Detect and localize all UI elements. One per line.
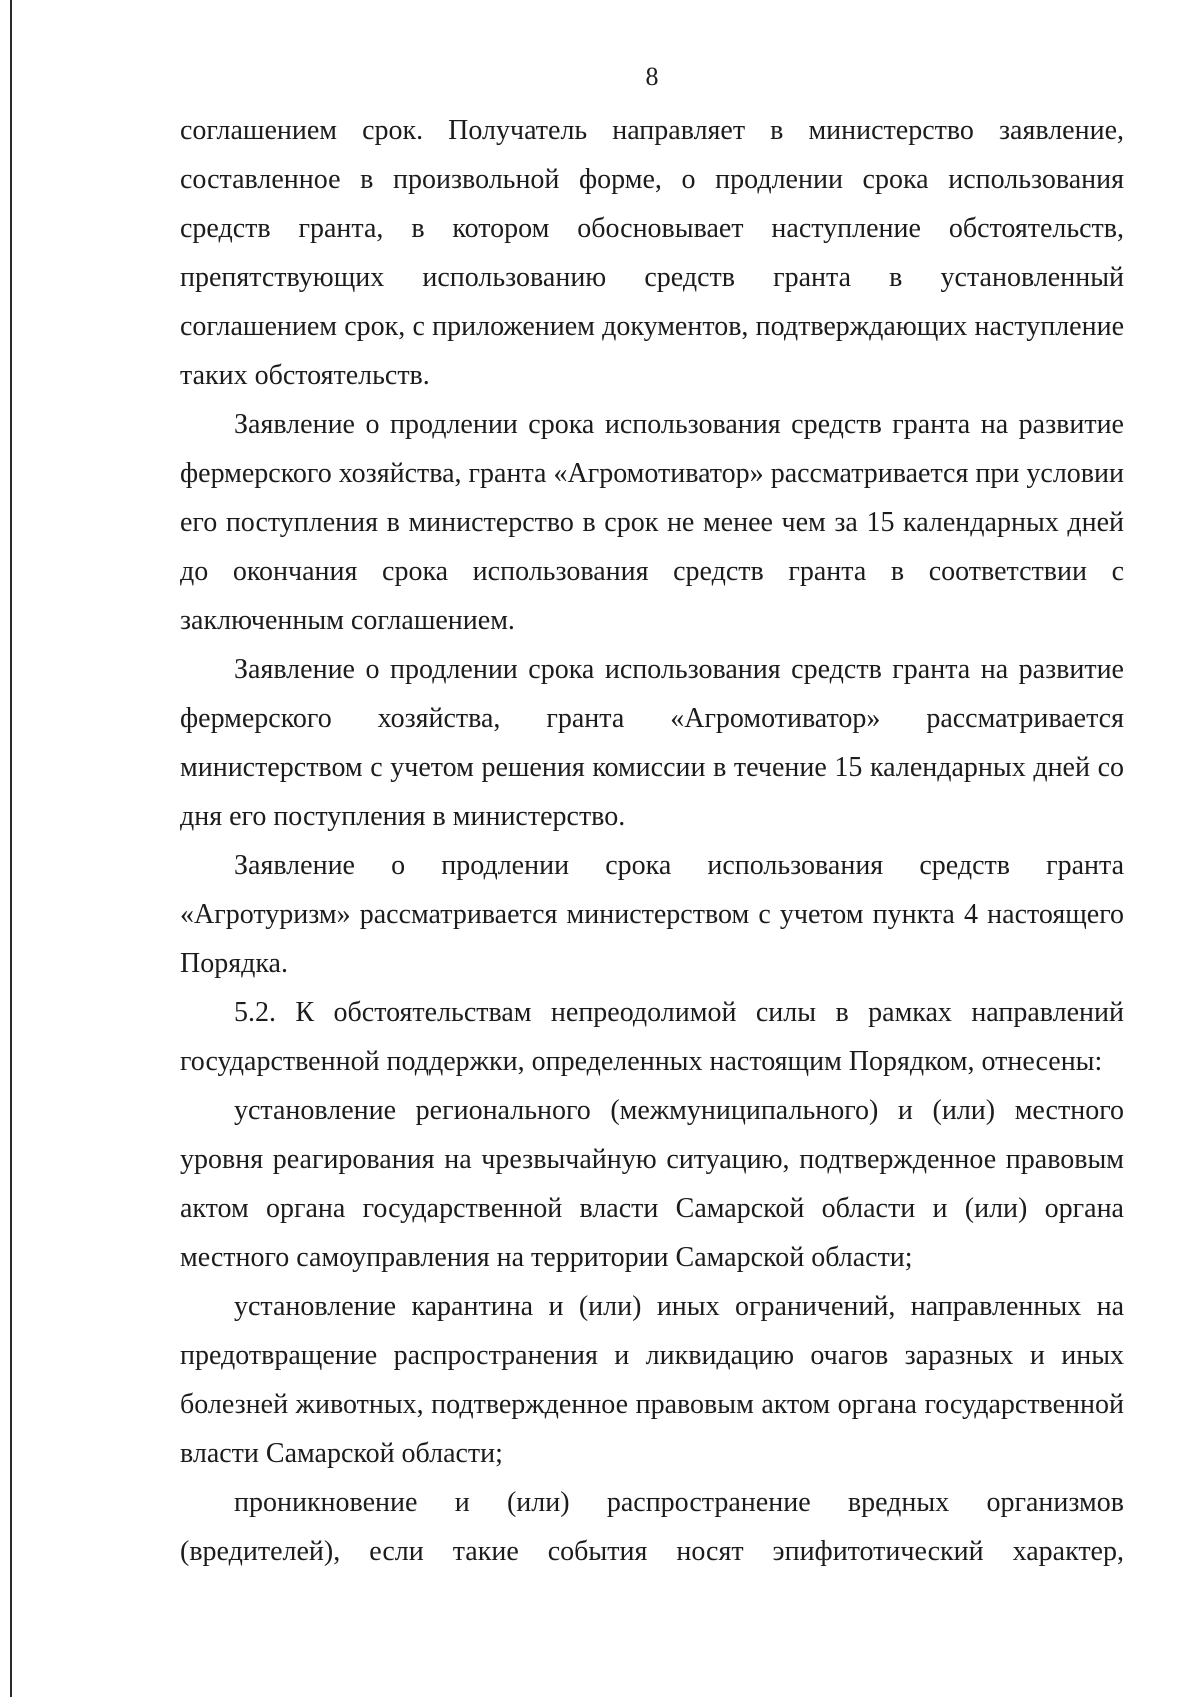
page-number: 8 — [645, 62, 659, 91]
document-page — [180, 60, 1124, 1576]
paragraph-continuation: соглашением срок. Получатель направляет в министерство заявление, составленное в произвольной форме, о продлении срока использования средств гранта, в котором обосновывает наступление обстоятельств, препятствующих использованию средств гранта в установленный соглашением срок, с приложением документов, подтверждающих наступление таких обстоятельств. — [180, 115, 1124, 391]
paragraph-extension-review-commission: Заявление о продлении срока использования средств гранта на развитие фермерского хозяйства, гранта «Агромотиватор» рассматривается министерством с учетом решения комиссии в течение 15 календарных дней со дня его поступления в министерство. — [180, 654, 1124, 832]
paragraph-agrotourism: Заявление о продлении срока использования средств гранта «Агротуризм» рассматривается министерством с учетом пункта 4 настоящего Порядка. — [180, 850, 1124, 979]
left-margin-rule — [10, 0, 12, 1697]
list-item-pests: проникновение и (или) распространение вредных организмов (вредителей), если такие события носят эпифитотический характер, — [180, 1487, 1124, 1567]
list-item-quarantine: установление карантина и (или) иных ограничений, направленных на предотвращение распространения и ликвидацию очагов заразных и иных болезней животных, подтвержденное правовым актом органа государственной власти Самарской области; — [180, 1291, 1124, 1469]
list-item-emergency-response: установление регионального (межмуниципального) и (или) местного уровня реагирования на чрезвычайную ситуацию, подтвержденное правовым актом органа государственной власти Самарской области и (или) органа местного самоуправления на территории Самарской области; — [180, 1095, 1124, 1273]
paragraph-force-majeure-heading: 5.2. К обстоятельствам непреодолимой силы в рамках направлений государственной поддержки, определенных настоящим Порядком, отнесены: — [180, 997, 1124, 1077]
paragraph-extension-review-deadline: Заявление о продлении срока использования средств гранта на развитие фермерского хозяйства, гранта «Агромотиватор» рассматривается при условии его поступления в министерство в срок не менее чем за 15 календарных дней до окончания срока использования средств гранта в соответствии с заключенным соглашением. — [180, 409, 1124, 636]
